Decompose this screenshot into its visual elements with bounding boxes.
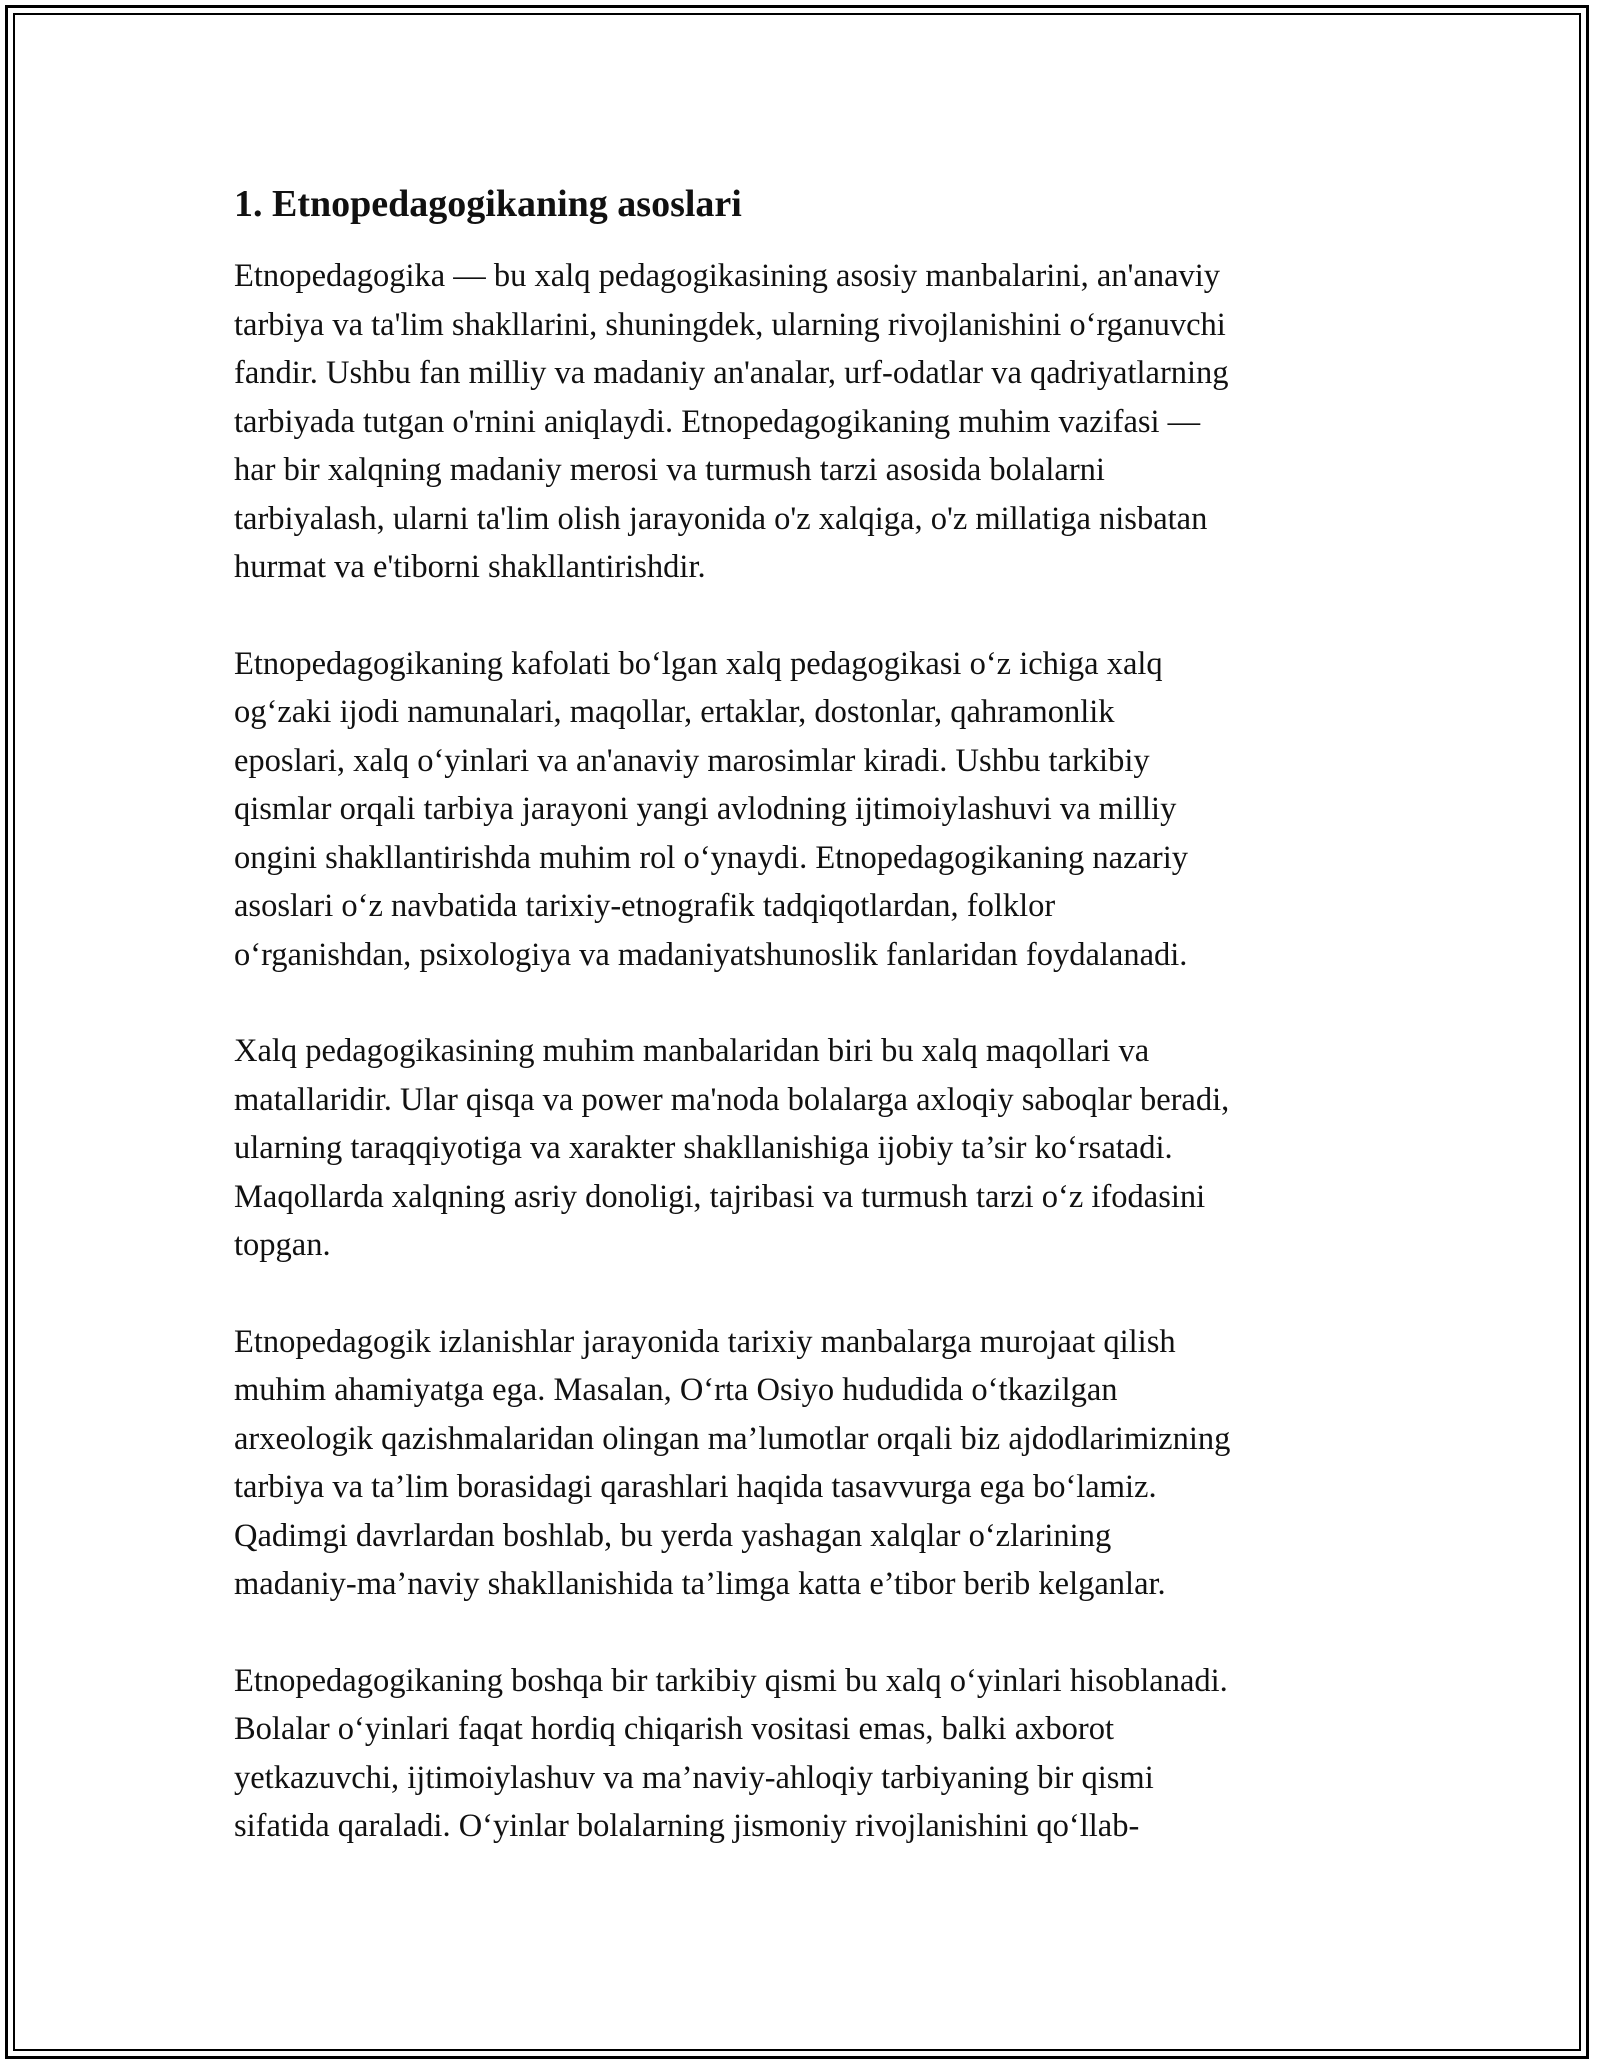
section-heading: 1. Etnopedagogikaning asoslari bbox=[234, 183, 742, 225]
text-line: sifatida qaraladi. O‘yinlar bolalarning jismoniy rivojlanishini qo‘llab- bbox=[234, 1808, 1140, 1844]
text-line: og‘zaki ijodi namunalari, maqollar, ertaklar, dostonlar, qahramonlik bbox=[234, 694, 1115, 730]
text-line: yetkazuvchi, ijtimoiylashuv va ma’naviy-ahloqiy tarbiyaning bir qismi bbox=[234, 1759, 1154, 1796]
text-line: arxeologik qazishmalaridan olingan ma’lumotlar orqali biz ajdodlarimizning bbox=[234, 1420, 1231, 1457]
text-line: ularning taraqqiyotiga va xarakter shakllanishiga ijobiy ta’sir ko‘rsatadi. bbox=[234, 1130, 1173, 1166]
text-line: ongini shakllantirishda muhim rol o‘ynaydi. Etnopedagogikaning nazariy bbox=[234, 839, 1189, 876]
text-line: Etnopedagogika — bu xalq pedagogikasining asosiy manbalarini, an'anaviy bbox=[234, 258, 1221, 294]
text-line: Bolalar o‘yinlari faqat hordiq chiqarish vositasi emas, balki axborot bbox=[234, 1711, 1114, 1747]
text-line: Etnopedagogik izlanishlar jarayonida tarixiy manbalarga murojaat qilish bbox=[234, 1323, 1176, 1360]
text-line: tarbiya va ta'lim shakllarini, shuningdek, ularning rivojlanishini o‘rganuvchi bbox=[234, 306, 1226, 343]
paragraph-4 bbox=[234, 1318, 1370, 1609]
text-line: har bir xalqning madaniy merosi va turmush tarzi asosida bolalarni bbox=[234, 452, 1105, 488]
text-line: fandir. Ushbu fan milliy va madaniy an'analar, urf-odatlar va qadriyatlarning bbox=[234, 355, 1229, 391]
paragraph-1 bbox=[234, 252, 1370, 592]
text-line: qismlar orqali tarbiya jarayoni yangi avlodning ijtimoiylashuvi va milliy bbox=[234, 791, 1177, 827]
text-line: Qadimgi davrlardan boshlab, bu yerda yashagan xalqlar o‘zlarining bbox=[234, 1517, 1112, 1554]
paragraph-2 bbox=[234, 640, 1370, 980]
paragraph-5 bbox=[234, 1657, 1370, 1851]
text-line: Maqollarda xalqning asriy donoligi, tajribasi va turmush tarzi o‘z ifodasini bbox=[234, 1178, 1206, 1215]
text-line: topgan. bbox=[234, 1227, 331, 1263]
text-line: Etnopedagogikaning boshqa bir tarkibiy qismi bu xalq o‘yinlari hisoblanadi. bbox=[234, 1662, 1228, 1699]
text-line: hurmat va e'tiborni shakllantirishdir. bbox=[234, 549, 706, 585]
text-line: tarbiyada tutgan o'rnini aniqlaydi. Etnopedagogikaning muhim vazifasi — bbox=[234, 403, 1201, 440]
text-line: eposlari, xalq o‘yinlari va an'anaviy marosimlar kiradi. Ushbu tarkibiy bbox=[234, 742, 1150, 779]
text-line: Xalq pedagogikasining muhim manbalaridan biri bu xalq maqollari va bbox=[234, 1033, 1150, 1069]
document-body bbox=[230, 180, 1370, 1899]
text-line: madaniy-ma’naviy shakllanishida ta’limga katta e’tibor berib kelganlar. bbox=[234, 1566, 1166, 1602]
text-line: Etnopedagogikaning kafolati bo‘lgan xalq pedagogikasi o‘z ichiga xalq bbox=[234, 645, 1163, 682]
text-line: tarbiyalash, ularni ta'lim olish jarayonida o'z xalqiga, o'z millatiga nisbatan bbox=[234, 500, 1208, 537]
text-line: muhim ahamiyatga ega. Masalan, O‘rta Osiyo hududida o‘tkazilgan bbox=[234, 1372, 1118, 1408]
text-line: tarbiya va ta’lim borasidagi qarashlari haqida tasavvurga ega bo‘lamiz. bbox=[234, 1469, 1157, 1505]
text-line: asoslari o‘z navbatida tarixiy-etnografik tadqiqotlardan, folklor bbox=[234, 888, 1056, 924]
paragraph-3 bbox=[234, 1027, 1370, 1270]
text-line: o‘rganishdan, psixologiya va madaniyatshunoslik fanlaridan foydalanadi. bbox=[234, 936, 1188, 973]
text-line: matallaridir. Ular qisqa va power ma'noda bolalarga axloqiy saboqlar beradi, bbox=[234, 1081, 1230, 1118]
